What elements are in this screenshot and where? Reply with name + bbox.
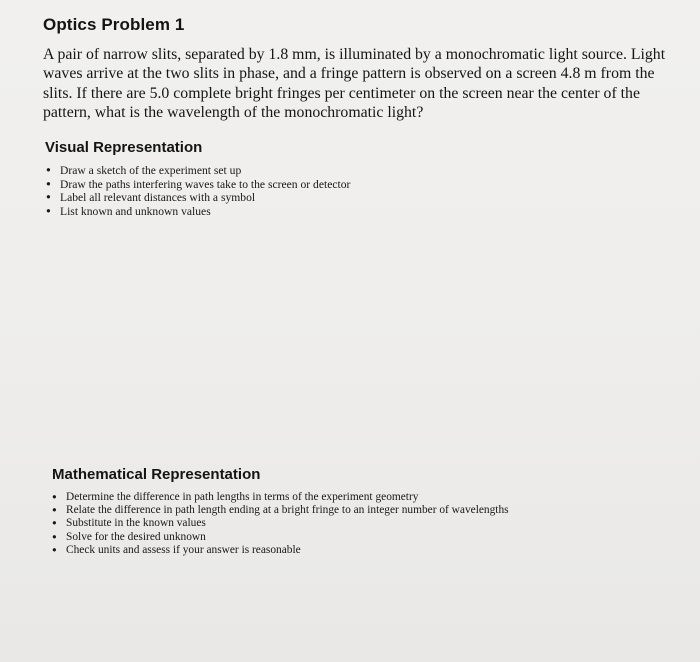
visual-list-item: • List known and unknown values — [45, 205, 350, 219]
problem-title: Optics Problem 1 — [43, 15, 185, 34]
problem-statement: A pair of narrow slits, separated by 1.8 mm, is illuminated by a monochromatic light source. Light waves arrive at the two slits in phase, and a fringe pattern is observed on a screen 4.8 m from the slits. If there are 5.0 complete bright fringes per centimeter on the screen near the center of the pattern, what is the wavelength of the monochromatic light? — [43, 46, 666, 121]
math-list-item: • Substitute in the known values — [51, 517, 509, 530]
math-list-item: • Determine the difference in path lengths in terms of the experiment geometry — [51, 491, 509, 504]
mathematical-representation-list — [51, 491, 509, 557]
visual-list-item: • Draw a sketch of the experiment set up — [45, 164, 350, 178]
visual-list-item: • Label all relevant distances with a symbol — [45, 191, 350, 205]
math-list-item: • Solve for the desired unknown — [51, 531, 509, 544]
math-list-item: • Check units and assess if your answer is reasonable — [51, 544, 509, 557]
math-list-item: • Relate the difference in path length ending at a bright fringe to an integer number of wavelengths — [51, 504, 509, 517]
visual-representation-heading: Visual Representation — [45, 139, 203, 156]
mathematical-representation-heading: Mathematical Representation — [52, 466, 261, 483]
visual-representation-list — [45, 164, 350, 218]
visual-list-item: • Draw the paths interfering waves take to the screen or detector — [45, 178, 350, 192]
